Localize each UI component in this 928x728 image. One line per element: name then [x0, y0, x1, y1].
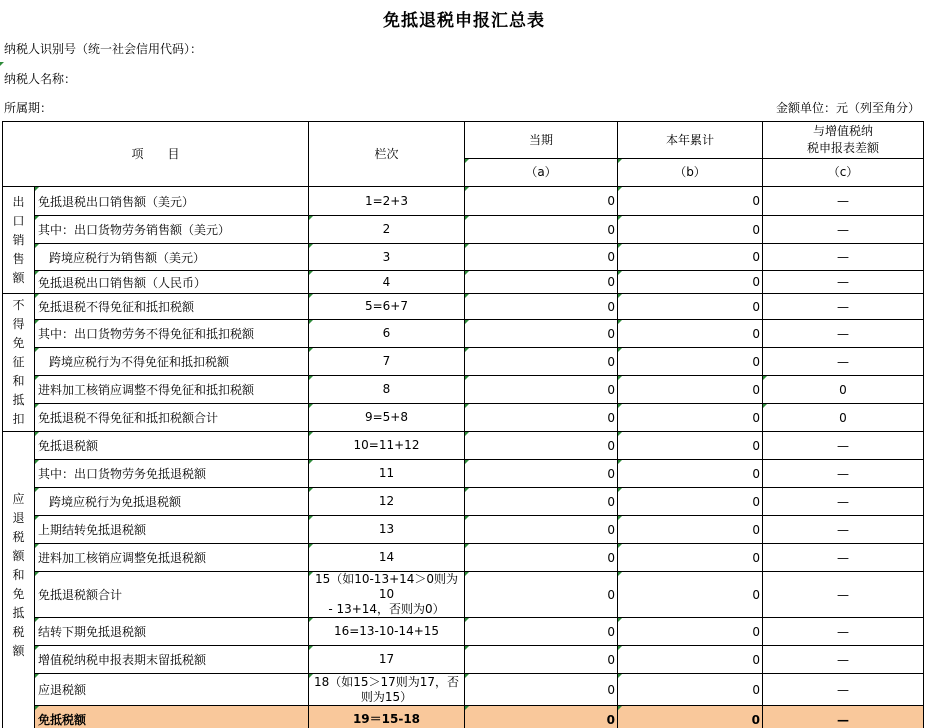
row-diff: — — [763, 572, 924, 618]
period-label: 所属期： — [4, 101, 53, 115]
row-current-input[interactable]: 0 — [465, 646, 618, 674]
row-item: 上期结转免抵退税额 — [35, 516, 309, 544]
header-ytd: 本年累计 — [618, 122, 763, 159]
row-column: 5=6+7 — [309, 294, 465, 320]
header-diff — [763, 122, 924, 159]
row-ytd-input[interactable]: 0 — [618, 544, 763, 572]
row-diff: — — [763, 216, 924, 244]
row-ytd-input[interactable]: 0 — [618, 516, 763, 544]
row-column: 18（如15＞17则为17，否 则为15） — [309, 674, 465, 706]
row-column: 14 — [309, 544, 465, 572]
row-current-input[interactable]: 0 — [465, 216, 618, 244]
row-column: 15（如10-13+14＞0则为10 - 13+14，否则为0） — [309, 572, 465, 618]
amount-unit-label: 金额单位：元（列至角分） — [775, 101, 920, 115]
row-ytd-input[interactable]: 0 — [618, 674, 763, 706]
row-column: 12 — [309, 488, 465, 516]
row-column: 17 — [309, 646, 465, 674]
row-ytd-input[interactable]: 0 — [618, 488, 763, 516]
row-column: 6 — [309, 320, 465, 348]
row-ytd-input[interactable]: 0 — [618, 460, 763, 488]
row-item: 跨境应税行为销售额（美元） — [35, 244, 309, 271]
row-item: 免抵退税额 — [35, 432, 309, 460]
row-item: 进料加工核销应调整不得免征和抵扣税额 — [35, 376, 309, 404]
row-diff: — — [763, 460, 924, 488]
row-item: 进料加工核销应调整免抵退税额 — [35, 544, 309, 572]
row-ytd-input[interactable]: 0 — [618, 572, 763, 618]
row-ytd-input[interactable]: 0 — [618, 271, 763, 294]
row-current-input[interactable]: 0 — [465, 271, 618, 294]
cell-marker — [0, 62, 4, 66]
row-column: 9=5+8 — [309, 404, 465, 432]
row-item: 其中：出口货物劳务免抵退税额 — [35, 460, 309, 488]
row-diff-input[interactable]: 0 — [763, 376, 924, 404]
header-diff-line1: 与增值税纳 — [812, 124, 873, 138]
row-current-input[interactable]: 0 — [465, 348, 618, 376]
row-diff: — — [763, 244, 924, 271]
header-current: 当期 — [465, 122, 618, 159]
row-ytd-input[interactable]: 0 — [618, 376, 763, 404]
row-ytd-input[interactable]: 0 — [618, 432, 763, 460]
row-current-input[interactable]: 0 — [465, 618, 618, 646]
row-item: 免抵退税出口销售额（美元） — [35, 187, 309, 216]
row-item: 跨境应税行为不得免征和抵扣税额 — [35, 348, 309, 376]
row-diff: — — [763, 271, 924, 294]
total-row-column: 19＝15-18 — [309, 706, 465, 728]
row-current-input[interactable]: 0 — [465, 432, 618, 460]
total-row-current[interactable]: 0 — [465, 706, 618, 728]
row-item: 增值税纳税申报表期末留抵税额 — [35, 646, 309, 674]
row-diff: — — [763, 320, 924, 348]
row-diff: — — [763, 544, 924, 572]
row-current-input[interactable]: 0 — [465, 187, 618, 216]
header-sub-a: （a） — [465, 159, 618, 187]
row-current-input[interactable]: 0 — [465, 320, 618, 348]
row-column: 1=2+3 — [309, 187, 465, 216]
row-current-input[interactable]: 0 — [465, 516, 618, 544]
total-row-ytd[interactable]: 0 — [618, 706, 763, 728]
row-diff: — — [763, 432, 924, 460]
header-sub-c: （c） — [763, 159, 924, 187]
row-column: 2 — [309, 216, 465, 244]
taxpayer-id-label: 纳税人识别号（统一社会信用代码）： — [4, 42, 203, 56]
total-row-item: 免抵税额 — [35, 706, 309, 728]
row-current-input[interactable]: 0 — [465, 294, 618, 320]
row-item: 其中：出口货物劳务销售额（美元） — [35, 216, 309, 244]
row-current-input[interactable]: 0 — [465, 244, 618, 271]
row-diff: — — [763, 646, 924, 674]
header-sub-b: （b） — [618, 159, 763, 187]
row-current-input[interactable]: 0 — [465, 404, 618, 432]
row-column: 13 — [309, 516, 465, 544]
header-column: 栏次 — [309, 122, 465, 187]
row-diff: — — [763, 674, 924, 706]
row-column: 10=11+12 — [309, 432, 465, 460]
row-current-input[interactable]: 0 — [465, 544, 618, 572]
row-ytd-input[interactable]: 0 — [618, 646, 763, 674]
row-ytd-input[interactable]: 0 — [618, 320, 763, 348]
row-column: 8 — [309, 376, 465, 404]
row-column: 11 — [309, 460, 465, 488]
row-current-input[interactable]: 0 — [465, 572, 618, 618]
row-current-input[interactable]: 0 — [465, 674, 618, 706]
row-diff: — — [763, 348, 924, 376]
row-item: 免抵退税不得免征和抵扣税额合计 — [35, 404, 309, 432]
row-diff: — — [763, 187, 924, 216]
taxpayer-name-label: 纳税人名称： — [4, 72, 77, 86]
row-item: 结转下期免抵退税额 — [35, 618, 309, 646]
row-column: 7 — [309, 348, 465, 376]
row-ytd-input[interactable]: 0 — [618, 216, 763, 244]
row-item: 免抵退税出口销售额（人民币） — [35, 271, 309, 294]
row-current-input[interactable]: 0 — [465, 460, 618, 488]
row-item: 免抵退税额合计 — [35, 572, 309, 618]
row-column: 3 — [309, 244, 465, 271]
row-item: 其中：出口货物劳务不得免征和抵扣税额 — [35, 320, 309, 348]
row-item: 免抵退税不得免征和抵扣税额 — [35, 294, 309, 320]
row-ytd-input[interactable]: 0 — [618, 294, 763, 320]
row-diff: — — [763, 488, 924, 516]
form-title: 免抵退税申报汇总表 — [383, 11, 545, 31]
group-export-sales: 出 口 销 售 额 — [3, 187, 35, 294]
row-ytd-input[interactable]: 0 — [618, 404, 763, 432]
row-current-input[interactable]: 0 — [465, 376, 618, 404]
header-item: 项 目 — [3, 122, 309, 187]
row-column: 16=13-10-14+15 — [309, 618, 465, 646]
group-refund: 应 退 税 额 和 免 抵 税 额 — [3, 432, 35, 728]
group-non-exempt: 不 得 免 征 和 抵 扣 — [3, 294, 35, 432]
row-ytd-input[interactable]: 0 — [618, 348, 763, 376]
row-diff: — — [763, 294, 924, 320]
row-diff: — — [763, 516, 924, 544]
row-diff: — — [763, 618, 924, 646]
row-current-input[interactable]: 0 — [465, 488, 618, 516]
row-item: 跨境应税行为免抵退税额 — [35, 488, 309, 516]
row-diff-input[interactable]: 0 — [763, 404, 924, 432]
summary-table — [2, 121, 924, 728]
total-row-diff: — — [763, 706, 924, 728]
row-item: 应退税额 — [35, 674, 309, 706]
row-ytd-input[interactable]: 0 — [618, 618, 763, 646]
row-ytd-input[interactable]: 0 — [618, 187, 763, 216]
row-column: 4 — [309, 271, 465, 294]
row-ytd-input[interactable]: 0 — [618, 244, 763, 271]
header-diff-line2: 税申报表差额 — [806, 141, 879, 155]
